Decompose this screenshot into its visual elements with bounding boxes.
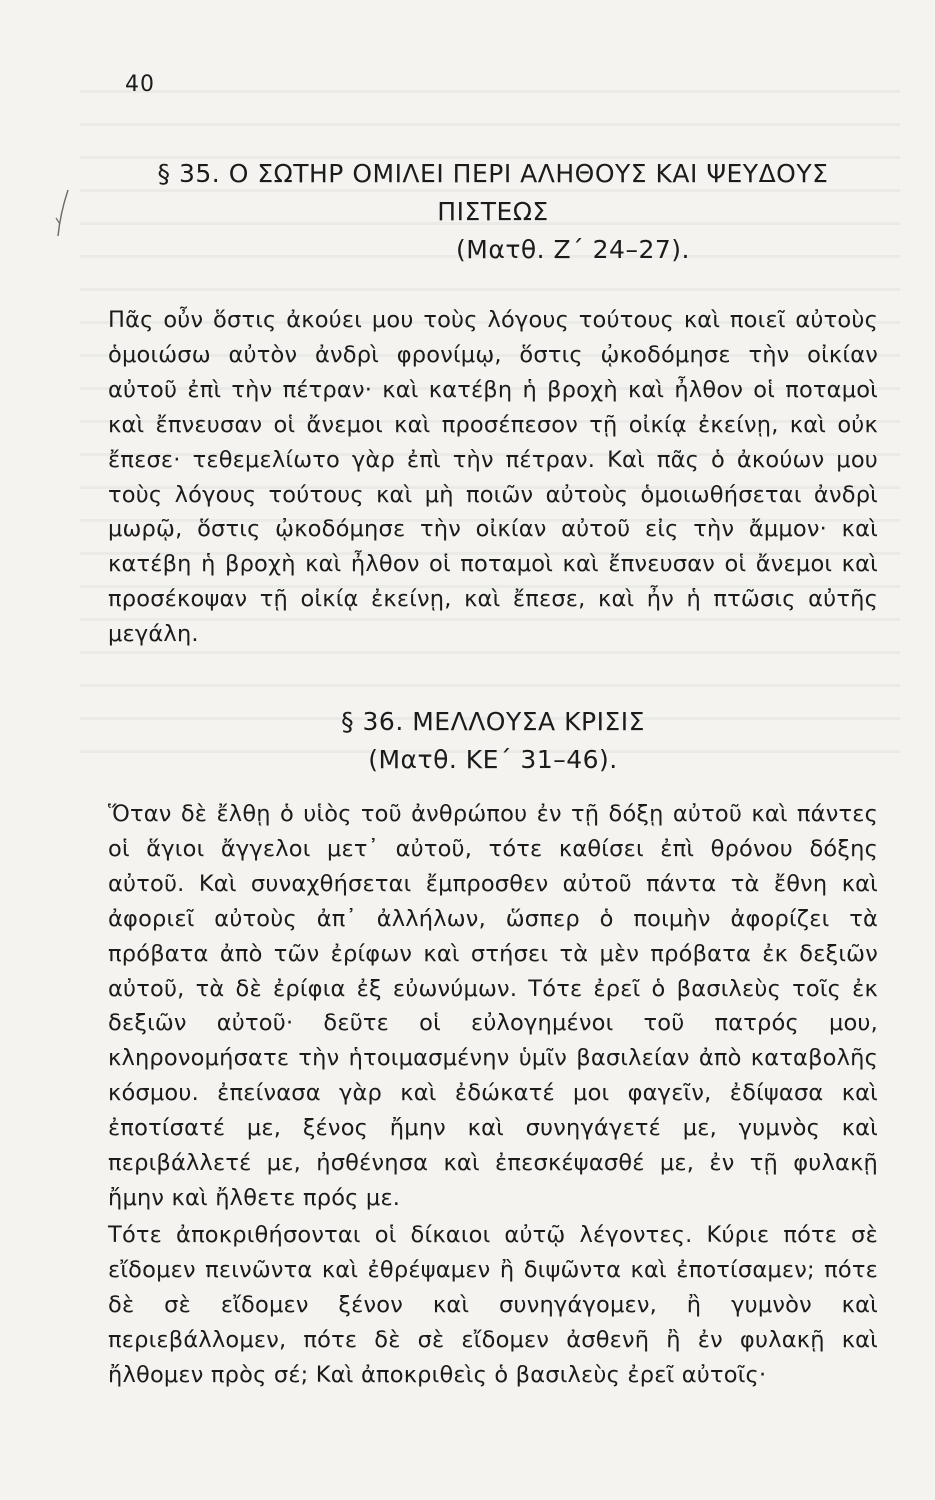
section-36-title: § 36. ΜΕΛΛΟΥΣΑ ΚΡΙΣΙΣ	[341, 707, 645, 736]
section-36-paragraph-2: Τότε ἀποκριθήσονται οἱ δίκαιοι αὐτῷ λέγοντες. Κύριε πότε σὲ εἴδομεν πεινῶντα καὶ ἐθρέψαμεν ἢ διψῶντα καὶ ἐποτίσαμεν; πότε δὲ σὲ εἴδομεν ξένον καὶ συνηγάγομεν, ἢ γυμνὸν καὶ περιεβάλλομεν, πότε δὲ σὲ εἴδομεν ἀσθενῆ ἢ ἐν φυλακῇ καὶ ἤλθομεν πρὸς σέ; Καὶ ἀποκριθεὶς ὁ βασιλεὺς ἐρεῖ αὐτοῖς·	[108, 1222, 878, 1388]
section-36-text-1	[108, 797, 878, 1216]
section-35-heading	[108, 155, 878, 269]
page-number: 40	[125, 72, 155, 97]
section-35-title-line-1: § 35. Ο ΣΩΤΗΡ ΟΜΙΛΕΙ ΠΕΡΙ ΑΛΗΘΟΥΣ ΚΑΙ ΨΕΥΔΟΥΣ	[157, 159, 829, 188]
section-35-title-line-2: ΠΙΣΤΕΩΣ	[437, 197, 549, 226]
section-36-reference: (Ματθ. ΚΕ΄ 31–46).	[368, 745, 618, 774]
margin-pencil-mark	[52, 188, 72, 238]
section-35-paragraph: Πᾶς οὖν ὅστις ἀκούει μου τοὺς λόγους τούτους καὶ ποιεῖ αὐτοὺς ὁμοιώσω αὐτὸν ἀνδρὶ φρονίμῳ, ὅστις ᾠκοδόμησε τὴν οἰκίαν αὐτοῦ ἐπὶ τὴν πέτραν· καὶ κατέβη ἡ βροχὴ καὶ ἦλθον οἱ ποταμοὶ καὶ ἔπνευσαν οἱ ἄνεμοι καὶ προσέπεσον τῇ οἰκίᾳ ἐκείνῃ, καὶ οὐκ ἔπεσε· τεθεμελίωτο γὰρ ἐπὶ τὴν πέτραν. Καὶ πᾶς ὁ ἀκούων μου τοὺς λόγους τούτους καὶ μὴ ποιῶν αὐτοὺς ὁμοιωθήσεται ἀνδρὶ μωρῷ, ὅστις ᾠκοδόμησε τὴν οἰκίαν αὐτοῦ εἰς τὴν ἄμμον· καὶ κατέβη ἡ βροχὴ καὶ ἦλθον οἱ ποταμοὶ καὶ ἔπνευσαν οἱ ἄνεμοι καὶ προσέκοψαν τῇ οἰκίᾳ ἐκείνῃ, καὶ ἔπεσε, καὶ ἦν ἡ πτῶσις αὐτῆς μεγάλη.	[108, 307, 878, 648]
section-36-heading	[108, 703, 878, 779]
section-36-paragraph-1: Ὅταν δὲ ἔλθῃ ὁ υἱὸς τοῦ ἀνθρώπου ἐν τῇ δόξῃ αὐτοῦ καὶ πάντες οἱ ἅγιοι ἄγγελοι μετ᾿ αὐτοῦ, τότε καθίσει ἐπὶ θρόνου δόξης αὐτοῦ. Καὶ συναχθήσεται ἔμπροσθεν αὐτοῦ πάντα τὰ ἔθνη καὶ ἀφοριεῖ αὐτοὺς ἀπ᾿ ἀλλήλων, ὥσπερ ὁ ποιμὴν ἀφορίζει τὰ πρόβατα ἀπὸ τῶν ἐρίφων καὶ στήσει τὰ μὲν πρόβατα ἐκ δεξιῶν αὐτοῦ, τὰ δὲ ἐρίφια ἐξ εὐωνύμων. Τότε ἐρεῖ ὁ βασιλεὺς τοῖς ἐκ δεξιῶν αὐτοῦ· δεῦτε οἱ εὐλογημένοι τοῦ πατρός μου, κληρονομήσατε τὴν ἡτοιμασμένην ὑμῖν βασιλείαν ἀπὸ καταβολῆς κόσμου. ἐπείνασα γὰρ καὶ ἐδώκατέ μοι φαγεῖν, ἐδίψασα καὶ ἐποτίσατέ με, ξένος ἤμην καὶ συνηγάγετέ με, γυμνὸς καὶ περιβάλλετέ με, ἠσθένησα καὶ ἐπεσκέψασθέ με, ἐν τῇ φυλακῇ ἤμην καὶ ἤλθετε πρός με.	[108, 801, 878, 1211]
section-36-text-2	[108, 1218, 878, 1393]
section-35-text	[108, 303, 878, 652]
section-35-reference: (Ματθ. Ζ΄ 24–27).	[456, 235, 690, 264]
